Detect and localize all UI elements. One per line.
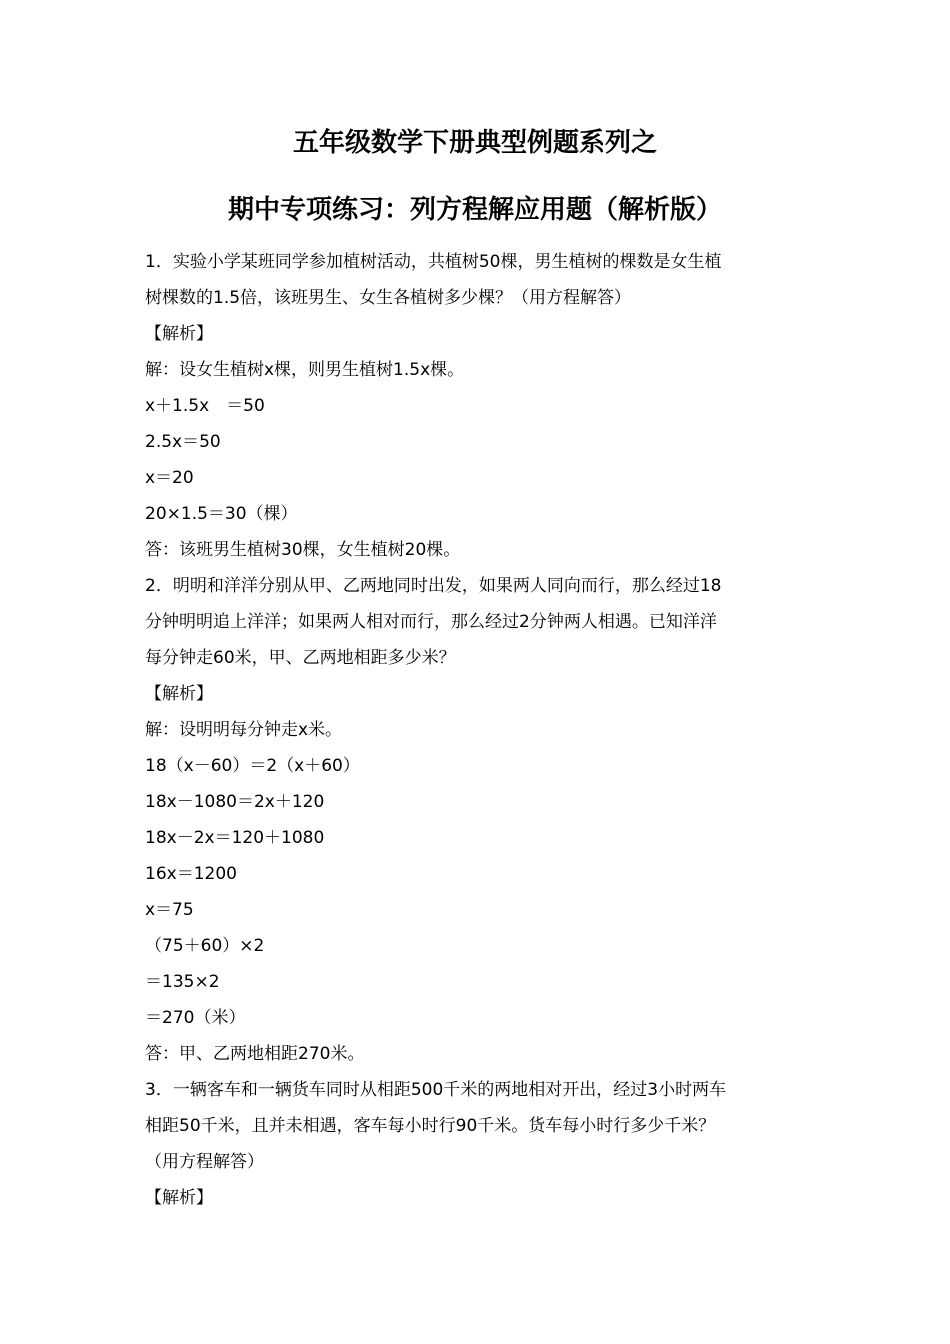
text-line: 18x－2x＝120＋1080: [145, 828, 325, 848]
text-line: 2.5x＝50: [145, 432, 221, 452]
text-line: 【解析】: [145, 1188, 213, 1208]
document-subtitle: 期中专项练习：列方程解应用题（解析版）: [227, 195, 722, 225]
text-line: 解：设明明每分钟走x米。: [145, 720, 343, 740]
text-line: 2．明明和洋洋分别从甲、乙两地同时出发，如果两人同向而行，那么经过18: [145, 576, 722, 596]
document-body: [145, 244, 825, 1216]
text-line: 分钟明明追上洋洋；如果两人相对而行，那么经过2分钟两人相遇。已知洋洋: [145, 612, 717, 632]
text-line: 相距50千米，且并未相遇，客车每小时行90千米。货车每小时行多少千米？: [145, 1116, 716, 1136]
text-line: （75＋60）×2: [145, 936, 265, 956]
text-line: 答：甲、乙两地相距270米。: [145, 1044, 365, 1064]
document-title: 五年级数学下册典型例题系列之: [292, 128, 657, 158]
text-line: 【解析】: [145, 684, 213, 704]
text-line: x＝75: [145, 900, 194, 920]
text-line: 【解析】: [145, 324, 213, 344]
text-line: 1．实验小学某班同学参加植树活动，共植树50棵，男生植树的棵数是女生植: [145, 252, 722, 272]
text-line: x＋1.5x ＝50: [145, 396, 265, 416]
text-line: 16x＝1200: [145, 864, 237, 884]
text-line: 18（x－60）＝2（x＋60）: [145, 756, 360, 776]
text-line: x＝20: [145, 468, 194, 488]
text-line: 树棵数的1.5倍，该班男生、女生各植树多少棵？（用方程解答）: [145, 288, 632, 308]
text-line: ＝270（米）: [145, 1008, 246, 1028]
text-line: ＝135×2: [145, 972, 220, 992]
text-line: （用方程解答）: [145, 1152, 264, 1172]
text-line: 答：该班男生植树30棵，女生植树20棵。: [145, 540, 461, 560]
text-line: 每分钟走60米，甲、乙两地相距多少米？: [145, 648, 456, 668]
text-line: 3．一辆客车和一辆货车同时从相距500千米的两地相对开出，经过3小时两车: [145, 1080, 727, 1100]
text-line: 解：设女生植树x棵，则男生植树1.5x棵。: [145, 360, 465, 380]
text-line: 18x－1080＝2x＋120: [145, 792, 325, 812]
text-line: 20×1.5＝30（棵）: [145, 504, 298, 524]
